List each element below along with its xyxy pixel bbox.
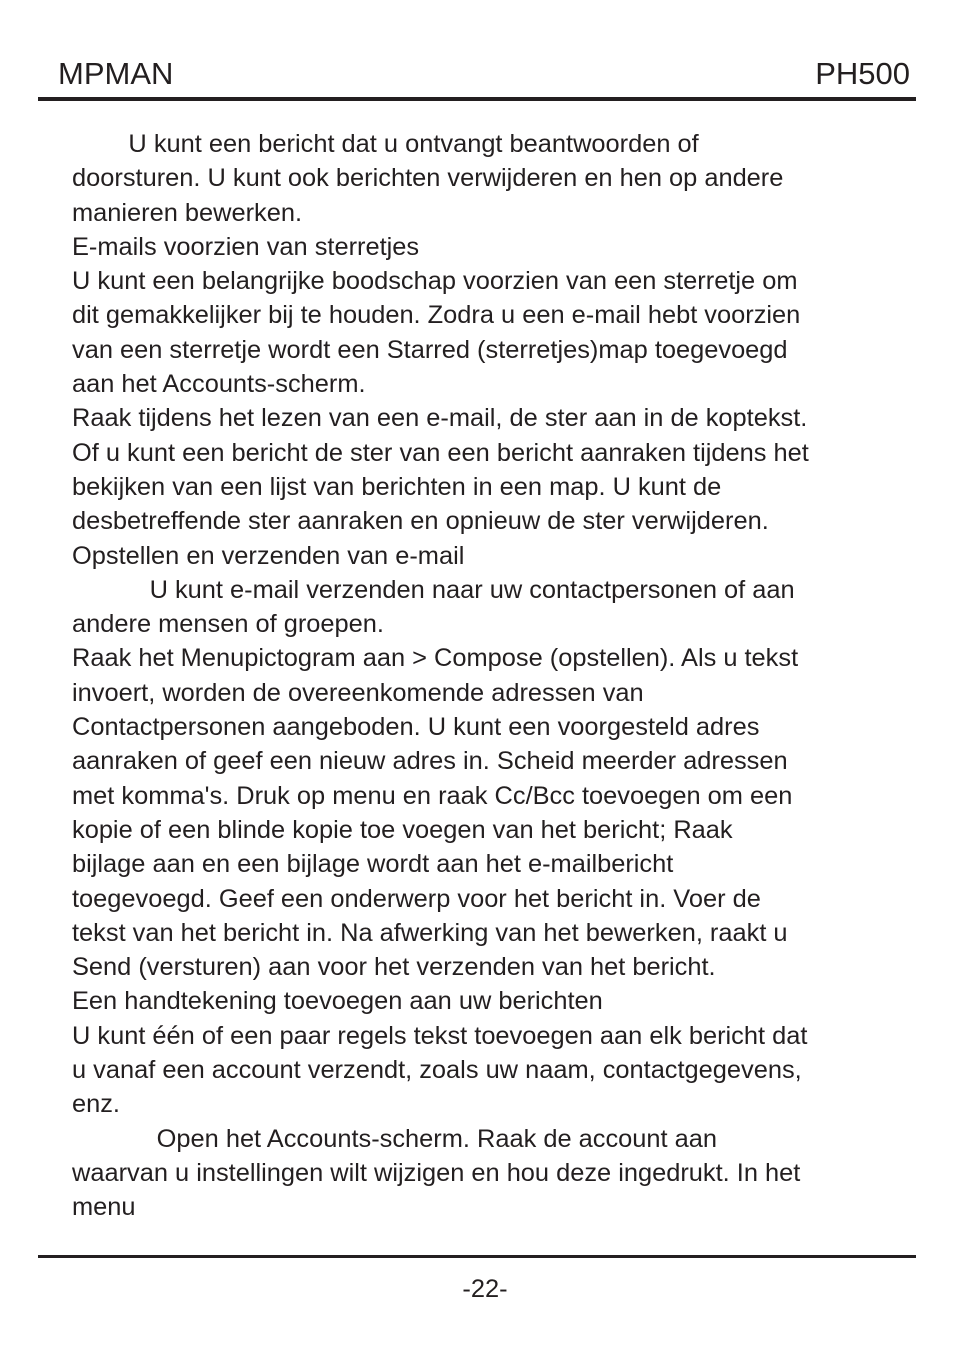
text-line: Contactpersonen aangeboden. U kunt een voorgesteld adres xyxy=(72,713,760,742)
text-line: U kunt één of een paar regels tekst toevoegen aan elk bericht dat xyxy=(72,1021,808,1050)
text-line: U kunt een bericht dat u ontvangt beantwoorden of xyxy=(72,130,699,158)
text-line: menu xyxy=(72,1193,136,1222)
text-line: aan het Accounts-scherm. xyxy=(72,370,366,399)
text-line: U kunt een belangrijke boodschap voorzien van een sterretje om xyxy=(72,267,798,296)
text-line: aanraken of geef een nieuw adres in. Scheid meerder adressen xyxy=(72,747,788,776)
brand-name: MPMAN xyxy=(58,56,174,91)
page-header xyxy=(38,52,916,100)
footer-divider xyxy=(38,1255,916,1258)
text-line: Raak het Menupictogram aan > Compose (opstellen). Als u tekst xyxy=(72,644,799,673)
text-line: Open het Accounts-scherm. Raak de account aan xyxy=(72,1124,717,1153)
body-text xyxy=(72,127,902,1225)
text-line: u vanaf een account verzendt, zoals uw naam, contactgegevens, xyxy=(72,1056,802,1085)
text-line: Of u kunt een bericht de ster van een bericht aanraken tijdens het xyxy=(72,438,809,467)
section-heading-compose: Opstellen en verzenden van e-mail xyxy=(72,541,465,570)
page-number: -22- xyxy=(462,1275,508,1303)
text-line: toegevoegd. Geef een onderwerp voor het bericht in. Voer de xyxy=(72,884,761,913)
section-heading-signature: Een handtekening toevoegen aan uw berichten xyxy=(72,987,603,1016)
text-line: kopie of een blinde kopie toe voegen van het bericht; Raak xyxy=(72,815,733,844)
text-line: bijlage aan en een bijlage wordt aan het e-mailbericht xyxy=(72,850,674,879)
section-heading-stars: E-mails voorzien van sterretjes xyxy=(72,232,420,261)
model-name: PH500 xyxy=(815,56,910,91)
text-line: tekst van het bericht in. Na afwerking van het bewerken, raakt u xyxy=(72,918,788,947)
text-line: U kunt e-mail verzenden naar uw contactpersonen of aan xyxy=(72,575,795,604)
text-line: met komma's. Druk op menu en raak Cc/Bcc toevoegen om een xyxy=(72,781,793,810)
text-line: van een sterretje wordt een Starred (sterretjes)map toegevoegd xyxy=(72,335,788,364)
text-line: doorsturen. U kunt ook berichten verwijderen en hen op andere xyxy=(72,164,784,193)
text-line: invoert, worden de overeenkomende adressen van xyxy=(72,678,644,707)
header-divider xyxy=(38,97,916,101)
text-line: dit gemakkelijker bij te houden. Zodra u een e-mail hebt voorzien xyxy=(72,301,801,330)
text-line: desbetreffende ster aanraken en opnieuw de ster verwijderen. xyxy=(72,507,769,536)
text-line: waarvan u instellingen wilt wijzigen en hou deze ingedrukt. In het xyxy=(72,1158,801,1187)
text-line: Send (versturen) aan voor het verzenden van het bericht. xyxy=(72,953,716,982)
text-line: andere mensen of groepen. xyxy=(72,610,384,639)
text-line: Raak tijdens het lezen van een e-mail, de ster aan in de koptekst. xyxy=(72,404,808,433)
text-line: enz. xyxy=(72,1090,120,1119)
text-line: bekijken van een lijst van berichten in een map. U kunt de xyxy=(72,472,722,501)
text-line: manieren bewerken. xyxy=(72,198,303,227)
